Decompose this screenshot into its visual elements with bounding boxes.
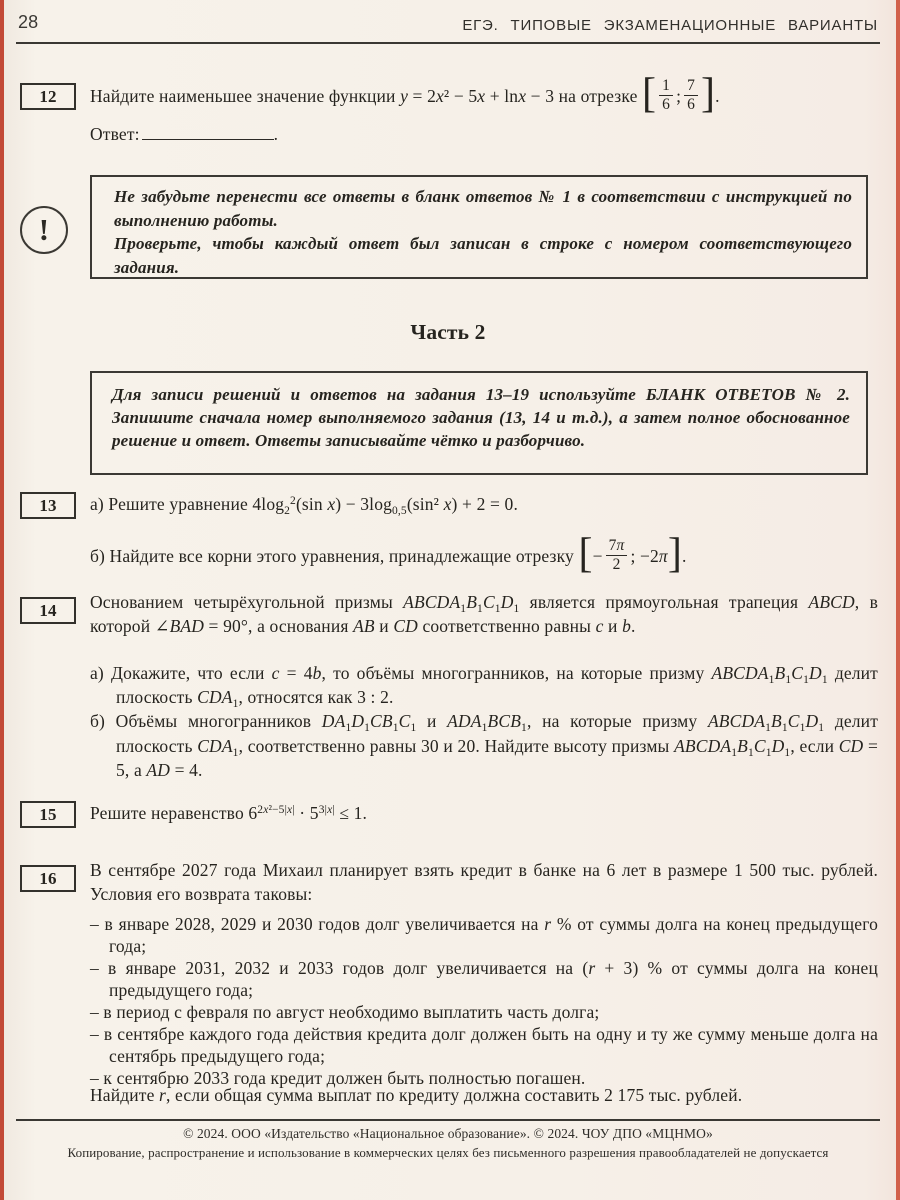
condition-item: – к сентябрю 2033 года кредит должен быть полностью погашен. [90,1068,586,1088]
problem-14-part-b: б) Объёмы многогранников $DA_1D_1CB_1C_1$ и $ADA_1BCB_1$, на которые призму $ABCDA_1B_1C_1D_1$ делит плоскость $CDA_1$, соответственно равны 30 и 20. Найдите высоту призмы $ABCDA_1B_1C_1D_1$, если CD = 5, а AD = 4. [90,711,878,780]
minus-sign: − [592,546,603,566]
header-rule [16,42,880,44]
problem-13-number-box: 13 [20,492,76,519]
problem-13-part-b [90,527,878,585]
fraction-7-6 [684,78,698,114]
problem-16-question: Найдите r, если общая сумма выплат по кредиту должна составить 2 175 тыс. рублей. [90,1085,743,1105]
problem-16-conditions-list [90,913,878,1089]
problem-16-number-box: 16 [20,865,76,892]
close-bracket: ] [667,530,682,577]
fraction-numerator: 1 [659,78,673,96]
problem-12-answer-line [90,124,878,145]
problem-12-statement [90,71,878,121]
fraction-1-6 [659,78,673,114]
answer-period: . [273,124,279,144]
period: . [681,546,687,566]
semicolon: ; [676,86,682,106]
problem-14-subitems [90,663,878,781]
warning-paragraph-2: Проверьте, чтобы каждый ответ был записан в строке с номером соответствующего задания. [114,234,852,277]
problem-14-number-box: 14 [20,597,76,624]
exclamation-icon [20,206,68,254]
open-bracket: [ [578,530,593,577]
fraction-numerator: 7π [606,538,628,556]
warning-paragraph-1: Не забудьте перенести все ответы в бланк ответов № 1 в соответствии с инструкцией по выполнению работы. [114,187,852,230]
interval-end: ; −2π [630,546,668,566]
condition-item: – в январе 2031, 2032 и 2033 годов долг увеличивается на (r + 3) % от суммы долга на конец предыдущего года; [90,958,878,1000]
part-2-heading: Часть 2 [410,320,486,344]
problem-12-text: Найдите наименьшее значение функции y = 2x² − 5x + lnx − 3 на отрезке [90,86,643,106]
period: . [715,86,720,106]
fraction-denominator: 2 [612,556,621,574]
fraction-denominator: 6 [687,96,695,114]
open-bracket: [ [642,70,657,117]
warning-notice-box [90,175,868,279]
answer-blank [142,125,274,140]
problem-15-statement: Решите неравенство $6^{2x^2-5|x|} \cdot 5^{3|x|} \le 1$. [90,803,368,823]
close-bracket: ] [700,70,716,117]
fraction-denominator: 6 [662,96,671,114]
part-2-instructions-box [90,371,868,475]
footer-legal-notice: Копирование, распространение и использование в коммерческих целях без письменного разрешения правообладателей не допускается [67,1145,829,1160]
scan-edge-right [896,0,900,1200]
running-header-title: ЕГЭ. ТИПОВЫЕ ЭКЗАМЕНАЦИОННЫЕ ВАРИАНТЫ [462,17,878,34]
problem-12-number-box: 12 [20,83,76,110]
fraction-7pi-2 [606,538,628,574]
condition-item: – в январе 2028, 2029 и 2030 годов долг увеличивается на r % от суммы долга на конец предыдущего года; [90,914,878,956]
part-2-instructions-text: Для записи решений и ответов на задания 13–19 используйте БЛАНК ОТВЕТОВ № 2. Запишите сначала номер выполняемого задания (13, 14 и т.д.), а затем полное обоснованное решение и ответ. Ответы записывайте чётко и разборчиво. [112,385,850,450]
problem-16-statement: В сентябре 2027 года Михаил планирует взять кредит в банке на 6 лет в размере 1 500 тыс. рублей. Условия его возврата таковы: [90,860,878,904]
condition-item: – в сентябре каждого года действия кредита долг должен быть на одну и ту же сумму меньше долга на сентябрь предыдущего года; [90,1024,878,1066]
problem-13b-text: б) Найдите все корни этого уравнения, принадлежащие отрезку [90,546,579,566]
scan-edge-left [0,0,4,1200]
fraction-numerator: 7 [684,78,698,96]
problem-14-statement: Основанием четырёхугольной призмы $ABCDA_1B_1C_1D_1$ является прямоугольная трапеция ABCD, в которой ∠BAD = 90°, а основания AB и CD соответственно равны c и b. [90,592,879,636]
footer-rule [16,1119,880,1121]
condition-item: – в период с февраля по август необходимо выплатить часть долга; [90,1002,600,1022]
answer-label: Ответ: [90,124,140,144]
problem-15-number-box: 15 [20,801,76,828]
problem-14-part-a: а) Докажите, что если c = 4b, то объёмы многогранников, на которые призму $ABCDA_1B_1C_1D_1$ делит плоскость $CDA_1$, относятся как 3 : 2. [90,663,878,711]
footer-copyright: © 2024. ООО «Издательство «Национальное образование». © 2024. ЧОУ ДПО «МЦНМО» [183,1126,713,1141]
problem-13-part-a: а) Решите уравнение $4\log_2^2(\sin$ $x) - 3\log_{0,5}(\sin^2$ x) + 2 = 0. [90,494,518,517]
page-number: 28 [18,12,39,32]
exclamation-glyph: ! [38,212,50,247]
